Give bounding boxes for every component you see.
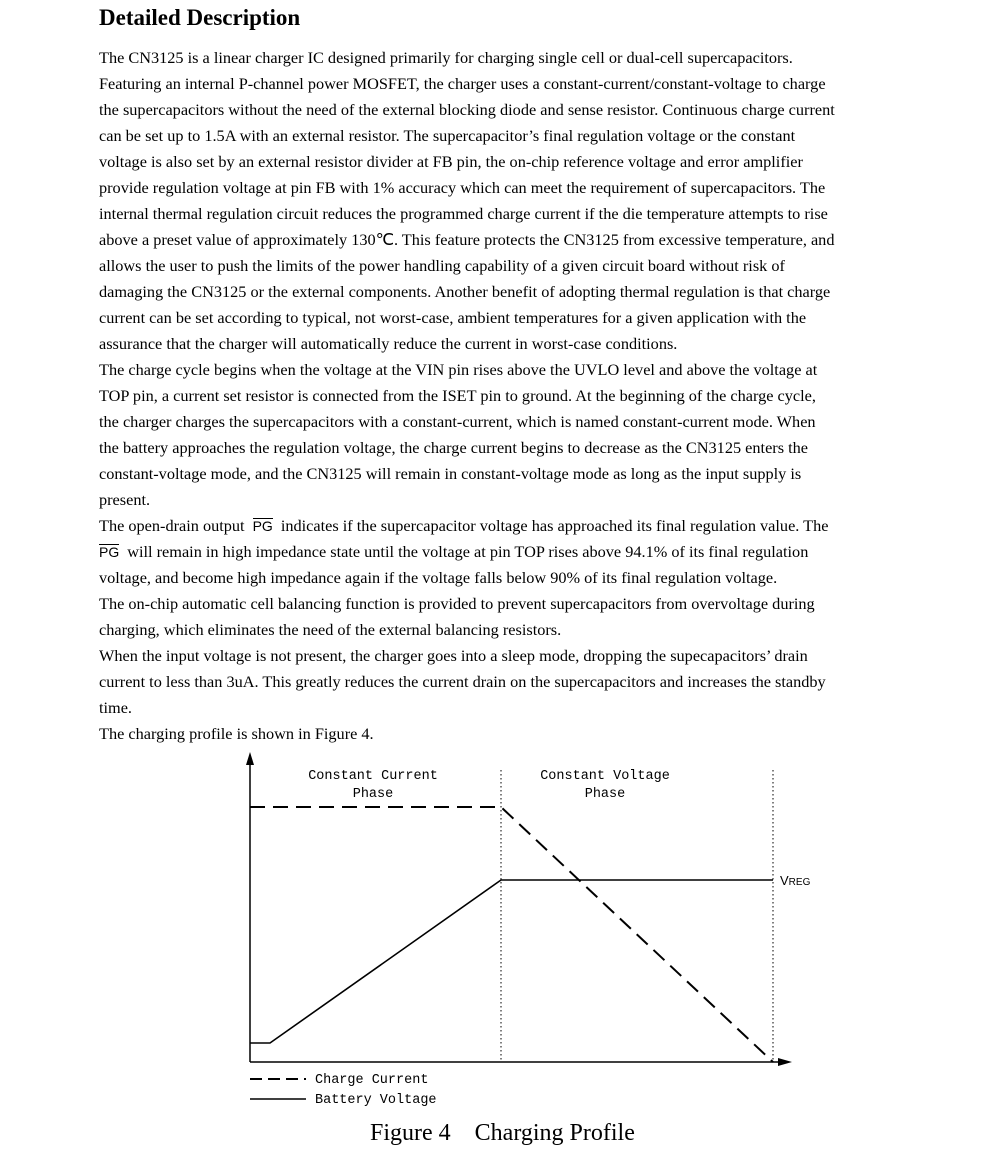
text-fragment: will remain in high impedance state until the voltage at pin TOP rises above 94.1% of its final regulation: [127, 542, 809, 561]
text-line: The charge cycle begins when the voltage at the VIN pin rises above the UVLO level and above the voltage at: [99, 360, 818, 379]
section-heading: Detailed Description: [99, 5, 301, 30]
text-fragment: The open-drain output: [99, 516, 245, 535]
pg-signal-label: PG: [99, 544, 120, 560]
text-line: present.: [99, 490, 151, 509]
charge-current-curve: [250, 807, 773, 1062]
text-line: TOP pin, a current set resistor is connected from the ISET pin to ground. At the beginning of the charge cycle,: [99, 386, 816, 405]
x-axis-arrow: [778, 1058, 792, 1066]
text-line: The CN3125 is a linear charger IC designed primarily for charging single cell or dual-cell supercapacitors.: [99, 48, 793, 67]
text-line: The charging profile is shown in Figure 4.: [99, 724, 374, 743]
pg-signal-label: PG: [252, 518, 273, 534]
text-line: damaging the CN3125 or the external components. Another benefit of adopting thermal regulation is that charge: [99, 282, 831, 301]
text-line: allows the user to push the limits of the power handling capability of a given circuit board without risk of: [99, 256, 785, 275]
phase-cc-label: Constant Current: [308, 769, 438, 784]
text-line: internal thermal regulation circuit reduces the programmed charge current if the die temperature attempts to rise: [99, 204, 828, 223]
text-line: current can be set according to typical, not worst-case, ambient temperatures for a given application with the: [99, 308, 807, 327]
text-line: When the input voltage is not present, the charger goes into a sleep mode, dropping the supecapacitors’ drain: [99, 646, 808, 665]
figure-caption: Figure 4 Charging Profile: [370, 1120, 635, 1146]
legend-battery-voltage: Battery Voltage: [315, 1093, 437, 1108]
phase-cv-label: Constant Voltage: [540, 769, 670, 784]
phase-cc-label: Phase: [352, 787, 394, 802]
phase-cv-label: Phase: [584, 787, 626, 802]
text-fragment: indicates if the supercapacitor voltage has approached its final regulation value. The: [280, 516, 829, 535]
text-line: above a preset value of approximately 130℃. This feature protects the CN3125 from excessive temperature, and: [99, 230, 835, 249]
legend-charge-current: Charge Current: [315, 1073, 429, 1088]
text-line: charging, which eliminates the need of the external balancing resistors.: [99, 620, 562, 639]
battery-voltage-curve: [250, 880, 773, 1043]
text-line: assurance that the charger will automatically reduce the current in worst-case conditions.: [99, 334, 678, 353]
text-line: Featuring an internal P-channel power MOSFET, the charger uses a constant-current/constant-voltage to charge: [99, 74, 826, 93]
text-line: can be set up to 1.5A with an external resistor. The supercapacitor’s final regulation voltage or the constant: [99, 126, 796, 145]
text-line: the charger charges the supercapacitors with a constant-current, which is named constant-current mode. When: [99, 412, 816, 431]
text-line: constant-voltage mode, and the CN3125 will remain in constant-voltage mode as long as the input supply is: [99, 464, 802, 483]
text-line: time.: [99, 698, 133, 717]
y-axis-arrow: [246, 752, 254, 765]
text-line: The on-chip automatic cell balancing function is provided to prevent supercapacitors from overvoltage during: [99, 594, 815, 613]
text-line: current to less than 3uA. This greatly reduces the current drain on the supercapacitors and increases the standby: [99, 672, 826, 691]
text-line: provide regulation voltage at pin FB with 1% accuracy which can meet the requirement of supercapacitors. The: [99, 178, 826, 197]
vreg-label: VREG: [780, 873, 811, 888]
text-line: voltage, and become high impedance again if the voltage falls below 90% of its final regulation voltage.: [99, 568, 778, 587]
text-line: the supercapacitors without the need of the external blocking diode and sense resistor. Continuous charge current: [99, 100, 835, 119]
text-line: the battery approaches the regulation voltage, the charge current begins to decrease as the CN3125 enters the: [99, 438, 809, 457]
text-line: voltage is also set by an external resistor divider at FB pin, the on-chip reference voltage and error amplifier: [99, 152, 803, 171]
